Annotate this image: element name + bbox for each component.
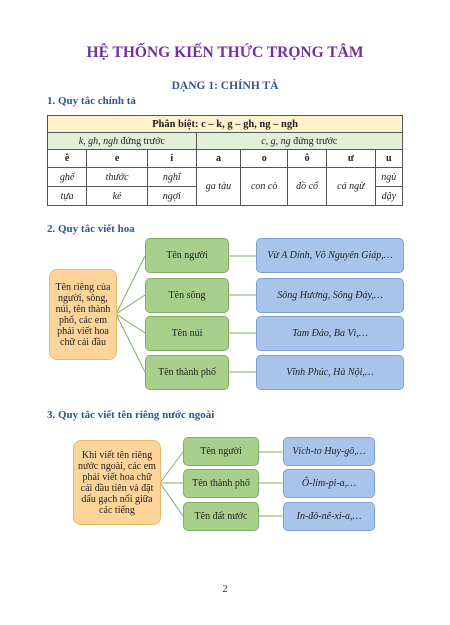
foreign-category-country: Tên đất nước <box>183 502 259 531</box>
right-group-letters: c, g, ng <box>261 135 291 147</box>
example-cell: ngủ <box>375 168 402 187</box>
vowel-cell: a <box>196 150 241 168</box>
table-header: Phân biệt: c – k, g – gh, ng – ngh <box>48 116 403 133</box>
section-heading-foreign-names: 3. Quy tắc viết tên riêng nước ngoài <box>47 409 215 421</box>
foreign-category-city: Tên thành phố <box>183 469 259 498</box>
vowel-cell: u <box>375 150 402 168</box>
example-cell: ga tàu <box>196 168 241 206</box>
connector-line <box>116 314 145 372</box>
section-heading-capitalization: 2. Quy tắc viết hoa <box>47 223 135 235</box>
vowel-cell: i <box>148 150 197 168</box>
capitalization-rule-box: Tên riêng của người, sông, núi, tên thành phố, các em phải viết hoa chữ cái đầu <box>49 269 117 360</box>
page-number: 2 <box>222 584 228 595</box>
capital-example-person: Vừ A Dính, Võ Nguyên Giáp,… <box>256 238 404 273</box>
example-cell: thước <box>87 168 148 187</box>
capital-category-river: Tên sông <box>145 278 229 313</box>
capital-category-person: Tên người <box>145 238 229 273</box>
capital-example-mountain: Tam Đảo, Ba Vì,… <box>256 316 404 351</box>
connector-line <box>160 452 183 483</box>
example-cell: đồ cổ <box>288 168 327 206</box>
page-title: HỆ THỐNG KIẾN THỨC TRỌNG TÂM <box>86 44 364 61</box>
section-subtitle: DẠNG 1: CHÍNH TẢ <box>171 80 279 92</box>
capital-category-city: Tên thành phố <box>145 355 229 390</box>
connector-line <box>116 256 145 314</box>
vowel-cell: ư <box>327 150 375 168</box>
connector-line <box>160 483 183 516</box>
example-cell: con cò <box>241 168 288 206</box>
foreign-rule-box: Khi viết tên riêng nước ngoài, các em phải viết hoa chữ cái đầu tiên và đặt dấu gạch nối giữa các tiếng <box>73 440 161 525</box>
foreign-category-person: Tên người <box>183 437 259 466</box>
foreign-example-person: Vích-to Huy-gô,… <box>283 437 375 466</box>
example-cell: ngợi <box>148 187 197 206</box>
example-cell: cá ngừ <box>327 168 375 206</box>
example-cell: dậy <box>375 187 402 206</box>
section-heading-spelling: 1. Quy tắc chính tả <box>47 95 136 107</box>
example-cell: tựa <box>48 187 87 206</box>
vowel-cell: ê <box>48 150 87 168</box>
left-group-letters: k, gh, ngh <box>78 135 119 147</box>
capital-category-mountain: Tên núi <box>145 316 229 351</box>
capital-example-city: Vĩnh Phúc, Hà Nội,… <box>256 355 404 390</box>
right-group-text: đứng trước <box>290 135 338 147</box>
example-cell: nghĩ <box>148 168 197 187</box>
left-group-text: đứng trước <box>118 135 165 147</box>
example-cell: ghế <box>48 168 87 187</box>
vowel-cell: e <box>87 150 148 168</box>
vowel-cell: o <box>241 150 288 168</box>
example-cell: kẻ <box>87 187 148 206</box>
vowel-cell: ô <box>288 150 327 168</box>
foreign-example-country: In-đô-nê-xi-a,… <box>283 502 375 531</box>
foreign-example-city: Ô-lim-pi-a,… <box>283 469 375 498</box>
capital-example-river: Sông Hương, Sông Đáy,… <box>256 278 404 313</box>
